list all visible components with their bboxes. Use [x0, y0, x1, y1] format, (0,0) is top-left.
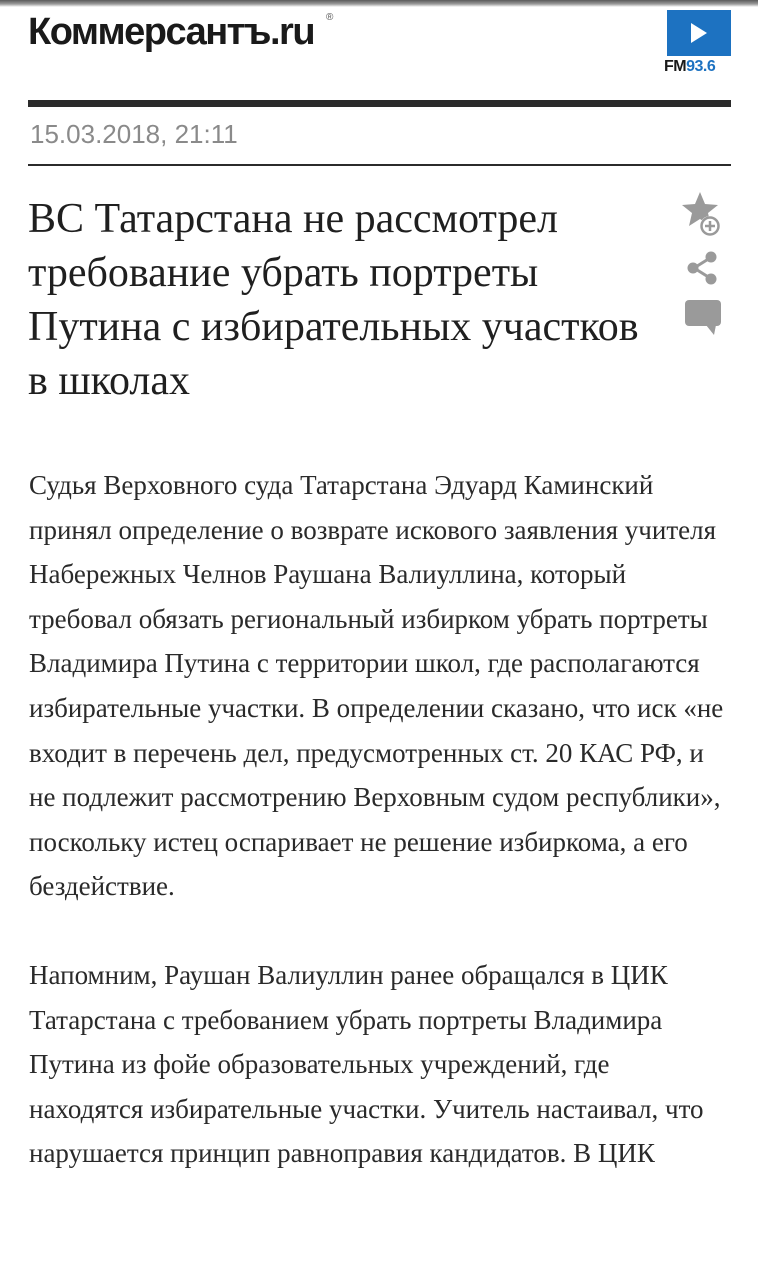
registered-mark: ® [326, 12, 334, 23]
share-button[interactable] [680, 250, 726, 286]
header-divider [28, 100, 731, 107]
radio-frequency: 93.6 [686, 58, 716, 75]
site-header [0, 7, 758, 102]
article-body [29, 463, 729, 1220]
article-title: ВС Татарстана не рассмотрел требование убрать портреты Путина с избирательных участков в школах [28, 196, 639, 404]
top-edge-strip [0, 0, 758, 7]
article-paragraph: Напомним, Раушан Валиуллин ранее обращался в ЦИК Татарстана с требованием убрать портреты Владимира Путина из фойе образовательных учреждений, где находятся избирательные участки. Учитель настаивал, что нарушается принцип равноправия кандидатов. В ЦИК [29, 959, 704, 1169]
play-icon [689, 22, 709, 44]
site-logo[interactable]: Коммерсантъ.ru [28, 11, 315, 53]
article-date: 15.03.2018, 21:11 [30, 119, 238, 149]
favorite-button[interactable] [680, 190, 726, 238]
radio-play-button[interactable] [667, 10, 731, 56]
radio-label[interactable] [664, 58, 715, 76]
date-divider [28, 164, 731, 166]
share-icon [680, 250, 726, 286]
article-paragraph: Судья Верховного суда Татарстана Эдуард Каминский принял определение о возврате искового заявления учителя Набережных Челнов Раушана Валиуллина, который требовал обязать региональный избирком убрать портреты Владимира Путина с территории школ, где располагаются избирательные участки. В определении сказано, что иск «не входит в перечень дел, предусмотренных ст. 20 КАС РФ, и не подлежит рассмотрению Верховным судом республики», поскольку истец оспаривает не решение избиркома, а его бездействие. [29, 470, 724, 902]
star-plus-icon [680, 190, 726, 238]
radio-label-prefix: FM [664, 58, 687, 75]
comment-icon [680, 298, 726, 338]
comments-button[interactable] [680, 298, 726, 338]
